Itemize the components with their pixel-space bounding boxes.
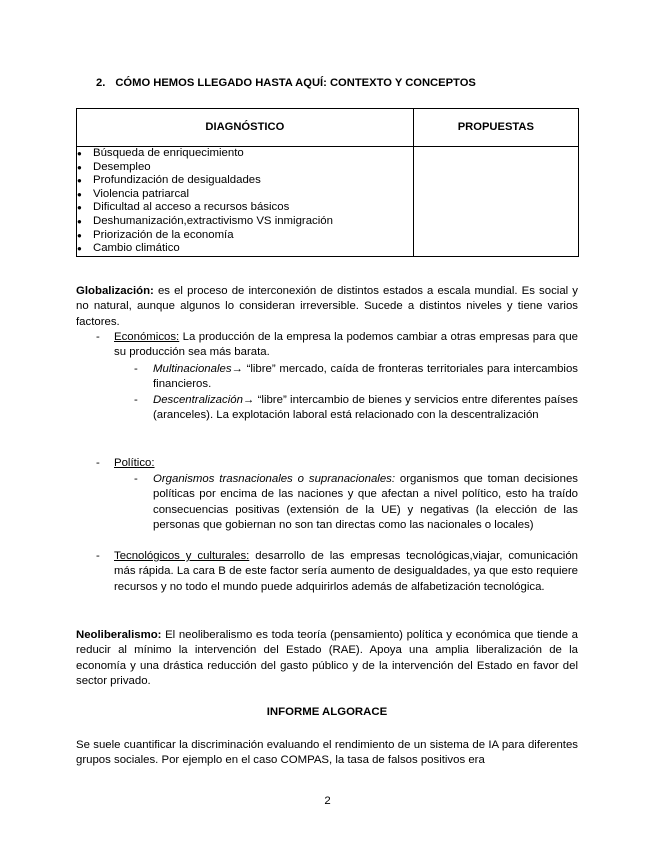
neoliberalismo-paragraph: [76, 628, 578, 690]
multinacionales-text: “libre” mercado, caída de fronteras territoriales para intercambios financieros.: [153, 363, 578, 391]
dash-marker: -: [96, 331, 100, 343]
dash-marker: -: [96, 550, 100, 562]
dash-marker: -: [134, 394, 138, 406]
table-header-diagnostico: DIAGNÓSTICO: [77, 109, 414, 147]
globalizacion-paragraph: [76, 284, 578, 330]
tecnologicos-label: Tecnológicos y culturales:: [114, 550, 250, 562]
list-item: ● Profundización de desigualdades: [77, 174, 413, 188]
diagnostico-list: [77, 147, 413, 256]
neoliberalismo-text: El neoliberalismo es toda teoría (pensamiento) política y económica que tiende a reducir al mínimo la intervención del Estado (RAE). Apoya una amplia liberalización de la economía y una drástica reducción del gasto público y de la intervención del Estado en favor del sector privado.: [76, 629, 578, 688]
multinacionales-item: [134, 362, 578, 393]
politico-item: [96, 456, 578, 471]
economicos-label: Económicos:: [114, 331, 180, 343]
dash-marker: -: [134, 473, 138, 485]
organismos-text: organismos que toman decisiones políticas por encima de las naciones y que afectan a nivel político, esto ha traído consecuencias positivas (extensión de la UE) y negativas (la elección de las personas que gobiernan no son tan directas como las nacionales o locales): [153, 473, 578, 532]
economicos-text: La producción de la empresa la podemos cambiar a otras empresas para que su producción sea más barata.: [114, 331, 578, 359]
diagnostico-cell: [77, 147, 414, 257]
diagnosis-table: [76, 108, 579, 257]
organismos-label: Organismos trasnacionales o supranacionales:: [153, 473, 396, 485]
descentralizacion-text: “libre” intercambio de bienes y servicios entre diferentes países (aranceles). La explotación laboral está relacionado con la descentralización: [153, 394, 578, 422]
economicos-item: [96, 330, 578, 361]
informe-title: INFORME ALGORACE: [266, 706, 388, 718]
globalizacion-term: Globalización:: [76, 285, 154, 297]
politico-label: Político:: [114, 457, 155, 469]
list-item: ● Deshumanización,extractivismo VS inmigración: [77, 215, 413, 229]
descentralizacion-item: [134, 393, 578, 424]
section-number: 2.: [96, 77, 106, 89]
globalizacion-text: es el proceso de interconexión de distintos estados a escala mundial. Es social y no natural, aunque algunos lo consideran irreversible. Sucede a distintos niveles y tiene varios factores.: [76, 285, 578, 328]
table-header-propuestas: PROPUESTAS: [413, 109, 578, 147]
descentralizacion-label: Descentralización→: [153, 394, 255, 406]
tecnologicos-text: desarrollo de las empresas tecnológicas,viajar, comunicación más rápida. La cara B de este factor sería aumento de desigualdades, ya que esto requiere recursos y no todo el mundo puede adquirirlos además de alfabetización tecnológica.: [114, 550, 578, 593]
section-title: CÓMO HEMOS LLEGADO HASTA AQUÍ: CONTEXTO Y CONCEPTOS: [115, 77, 476, 89]
dash-marker: -: [96, 457, 100, 469]
list-item: ● Dificultad al acceso a recursos básicos: [77, 201, 413, 215]
list-item: ● Priorización de la economía: [77, 229, 413, 243]
tecnologicos-item: [96, 549, 578, 595]
section-heading: [96, 76, 476, 91]
page-number: 2: [324, 795, 331, 807]
list-item: ● Búsqueda de enriquecimiento: [77, 147, 413, 161]
informe-paragraph: Se suele cuantificar la discriminación evaluando el rendimiento de un sistema de IA para diferentes grupos sociales. Por ejemplo en el caso COMPAS, la tasa de falsos positivos era: [76, 739, 578, 767]
organismos-item: [134, 472, 578, 534]
list-item: ● Cambio climático: [77, 242, 413, 256]
neoliberalismo-term: Neoliberalismo:: [76, 629, 162, 641]
dash-marker: -: [134, 363, 138, 375]
propuestas-cell: [413, 147, 578, 257]
multinacionales-label: Multinacionales→: [153, 363, 243, 375]
list-item: ● Desempleo: [77, 161, 413, 175]
list-item: ● Violencia patriarcal: [77, 188, 413, 202]
